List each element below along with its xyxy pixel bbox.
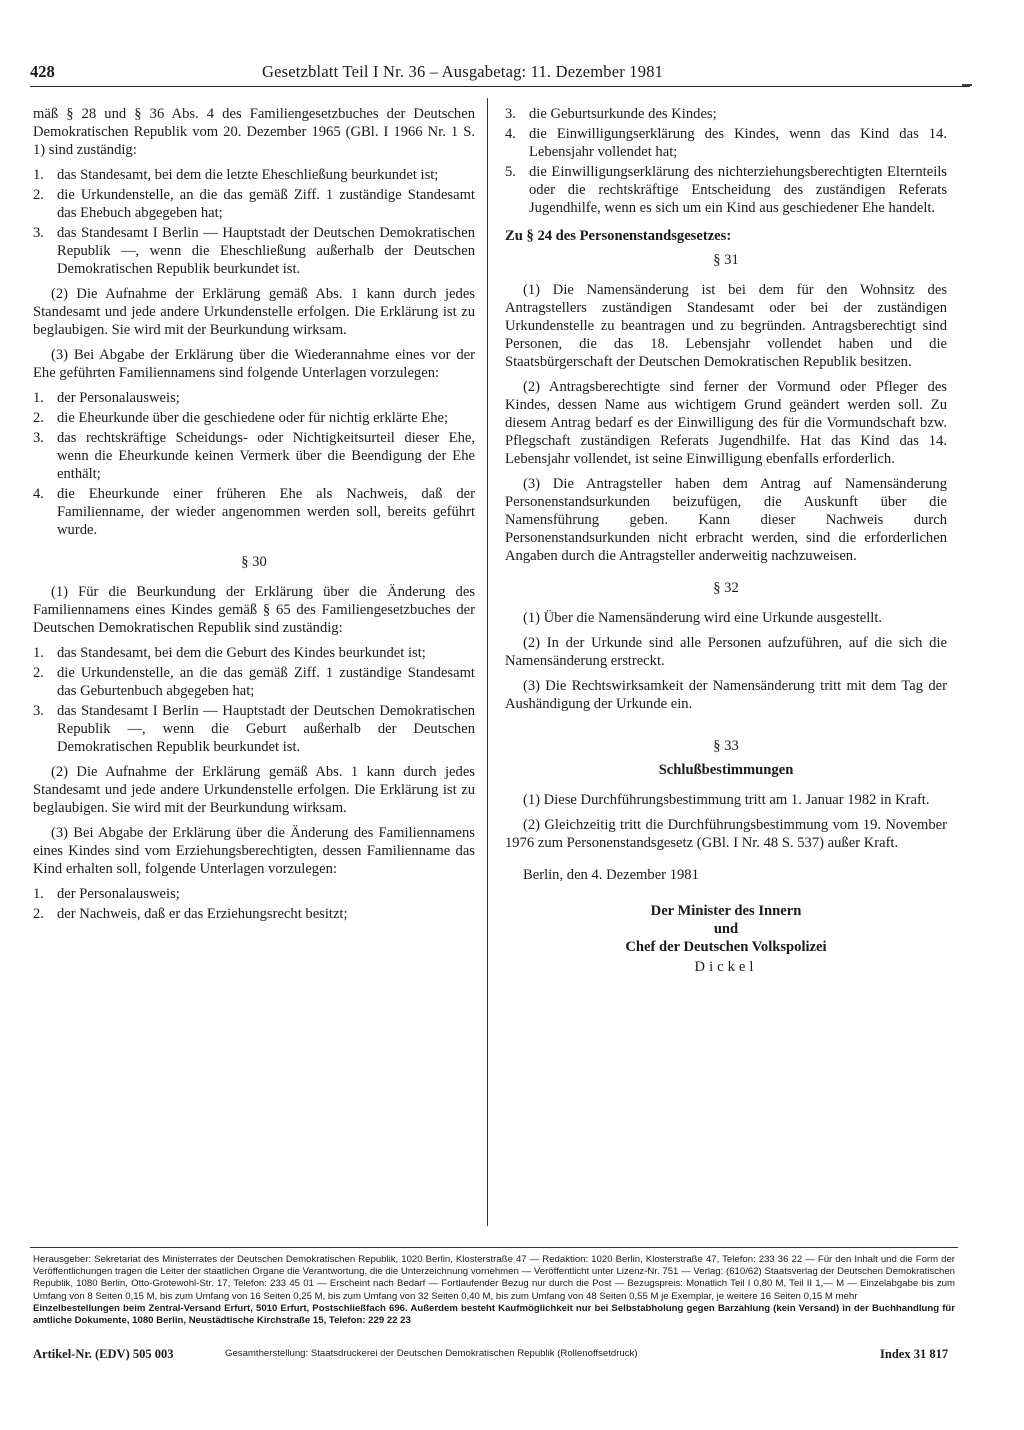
imprint-orders: Einzelbestellungen beim Zentral-Versand Erfurt, 5010 Erfurt, Postschließfach 696. Außerdem besteht Kaufmöglichkeit nur bei Selbstabholung gegen Barzahlung (kein Versand) in der Buchhandlung für amtliche Dokumente, 1080 Berlin, Neustädtische Kirchstraße 15, Telefon: 229 22 23 bbox=[33, 1302, 955, 1327]
right-column bbox=[505, 105, 947, 976]
signatory-title-line3: Chef der Deutschen Volkspolizei bbox=[625, 939, 827, 955]
list-item: 1. der Personalausweis; bbox=[33, 390, 180, 406]
section-title: Schlußbestimmungen bbox=[658, 762, 794, 778]
paragraph: (1) Die Namensänderung ist bei dem für den Wohnsitz des Antragstellers zuständigen Standesamt oder bei der zuständigen Urkundenstelle zu beantragen und zu begründen. Antragsberechtigt sind Personen, die das 18. Lebensjahr vollendet haben und die Staatsbürgerschaft der Deutschen Demokratischen Republik besitzen. bbox=[505, 282, 947, 370]
list-item: 1. das Standesamt, bei dem die letzte Eheschließung beurkundet ist; bbox=[33, 167, 439, 183]
paragraph-continuation: mäß § 28 und § 36 Abs. 4 des Familiengesetzbuches der Deutschen Demokratischen Republik vom 20. Dezember 1965 (GBl. I 1966 Nr. 1 S. 1) sind zuständig: bbox=[33, 106, 475, 158]
section-heading: § 33 bbox=[713, 738, 739, 754]
list-item: 5. die Einwilligungserklärung des nichterziehungsberechtigten Elternteils oder die rechtskräftige Entscheidung des zuständigen Referats Jugendhilfe, wenn es sich um ein Kind aus geschiedener Ehe handelt. bbox=[505, 164, 947, 216]
paragraph: (3) Bei Abgabe der Erklärung über die Wiederannahme eines vor der Ehe geführten Familiennamens sind folgende Unterlagen vorzulegen: bbox=[33, 347, 475, 381]
article-number: Artikel-Nr. (EDV) 505 003 bbox=[33, 1347, 174, 1361]
list-item: 3. die Geburtsurkunde des Kindes; bbox=[505, 106, 717, 122]
list-competent-offices-child bbox=[33, 644, 475, 756]
page-number: 428 bbox=[30, 62, 55, 81]
section-heading: § 32 bbox=[713, 580, 739, 596]
paragraph: (3) Die Rechtswirksamkeit der Namensänderung tritt mit dem Tag der Aushändigung der Urkunde ein. bbox=[505, 678, 947, 712]
page-header bbox=[30, 62, 960, 86]
header-title: Gesetzblatt Teil I Nr. 36 – Ausgabetag: 11. Dezember 1981 bbox=[262, 62, 664, 81]
left-column bbox=[33, 105, 475, 930]
chapter-heading: Zu § 24 des Personenstandsgesetzes: bbox=[505, 228, 732, 244]
list-item: 2. die Urkundenstelle, an die das gemäß Ziff. 1 zuständige Standesamt das Ehebuch abgegeben hat; bbox=[33, 187, 475, 221]
list-documents-child bbox=[33, 885, 475, 923]
margin-mark bbox=[962, 84, 972, 86]
column-divider bbox=[487, 98, 488, 1226]
list-documents-name-resumption bbox=[33, 389, 475, 539]
paragraph: (1) Diese Durchführungsbestimmung tritt am 1. Januar 1982 in Kraft. bbox=[523, 792, 930, 808]
signatory-title-line2: und bbox=[713, 921, 739, 937]
list-item: 1. das Standesamt, bei dem die Geburt des Kindes beurkundet ist; bbox=[33, 645, 426, 661]
paragraph: (2) In der Urkunde sind alle Personen aufzuführen, auf die sich die Namensänderung erstreckt. bbox=[505, 635, 947, 669]
signatory-title-line1: Der Minister des Innern bbox=[650, 903, 802, 919]
section-heading: § 31 bbox=[713, 252, 739, 268]
paragraph: (1) Über die Namensänderung wird eine Urkunde ausgestellt. bbox=[523, 610, 883, 626]
paragraph: (1) Für die Beurkundung der Erklärung über die Änderung des Familiennamens eines Kindes gemäß § 65 des Familiengesetzbuches der Deutschen Demokratischen Republik sind zuständig: bbox=[33, 584, 475, 636]
paragraph: (3) Die Antragsteller haben dem Antrag auf Namensänderung Personenstandsurkunden beizufügen, die Auskunft über die Namensführung geben. Kann dieser Nachweis durch Personenstandsurkunden nicht erbracht werden, sind die erforderlichen Angaben durch die Antragsteller anderweitig nachzuweisen. bbox=[505, 476, 947, 564]
signatory-name: Dickel bbox=[694, 959, 758, 975]
list-item: 3. das Standesamt I Berlin — Hauptstadt der Deutschen Demokratischen Republik —, wenn die Eheschließung außerhalb der Deutschen Demokratischen Republik beurkundet ist. bbox=[33, 225, 475, 277]
printer-note: Gesamtherstellung: Staatsdruckerei der Deutschen Demokratischen Republik (Rollenoffsetdruck) bbox=[225, 1348, 638, 1359]
footer-rule bbox=[30, 1247, 958, 1248]
imprint bbox=[33, 1254, 955, 1327]
index-number: Index 31 817 bbox=[880, 1347, 949, 1361]
list-item: 4. die Eheurkunde einer früheren Ehe als Nachweis, daß der Familienname, der wieder angenommen werden soll, bereits geführt wurde. bbox=[33, 486, 475, 538]
paragraph: (2) Die Aufnahme der Erklärung gemäß Abs. 1 kann durch jedes Standesamt und jede andere Urkundenstelle erfolgen. Die Erklärung ist zu beglaubigen. Sie wird mit der Beurkundung wirksam. bbox=[33, 286, 475, 338]
section-heading: § 30 bbox=[241, 554, 267, 570]
list-item: 4. die Einwilligungserklärung des Kindes, wenn das Kind das 14. Lebensjahr vollendet hat; bbox=[505, 126, 947, 160]
list-competent-offices-marriage bbox=[33, 166, 475, 278]
paragraph: (2) Die Aufnahme der Erklärung gemäß Abs. 1 kann durch jedes Standesamt und jede andere Urkundenstelle erfolgen. Die Erklärung ist zu beglaubigen. Sie wird mit der Beurkundung wirksam. bbox=[33, 764, 475, 816]
place-and-date: Berlin, den 4. Dezember 1981 bbox=[523, 867, 699, 883]
paragraph: (3) Bei Abgabe der Erklärung über die Änderung des Familiennamens eines Kindes sind vom Erziehungsberechtigten, dessen Familienname das Kind erhalten soll, folgende Unterlagen vorzulegen: bbox=[33, 825, 475, 877]
list-item: 2. der Nachweis, daß er das Erziehungsrecht besitzt; bbox=[33, 906, 348, 922]
list-item: 1. der Personalausweis; bbox=[33, 886, 180, 902]
imprint-publisher: Herausgeber: Sekretariat des Ministerrates der Deutschen Demokratischen Republik, 1020 Berlin, Klosterstraße 47 — Redaktion: 1020 Berlin, Klosterstraße 47, Telefon: 233 36 22 — Für den Inhalt und die Form der Veröffentlichungen tragen die Leiter der staatlichen Organe die Verantwortung, die die Unterzeichnung vornehmen — Veröffentlicht unter Lizenz-Nr. 751 — Verlag: (610/62) Staatsverlag der Deutschen Demokratischen Republik, 1080 Berlin, Otto-Grotewohl-Str. 17, Telefon: 233 45 01 — Erscheint nach Bedarf — Fortlaufender Bezug nur durch die Post — Bezugspreis: Monatlich Teil I 0,80 M, Teil II 1,— M — Einzelabgabe bis zum Umfang von 8 Seiten 0,15 M, bis zum Umfang von 16 Seiten 0,25 M, bis zum Umfang von 32 Seiten 0,40 M, bis zum Umfang von 48 Seiten 0,55 M je Exemplar, je weitere 16 Seiten 0,15 M mehr bbox=[33, 1254, 955, 1302]
paragraph: (2) Antragsberechtigte sind ferner der Vormund oder Pfleger des Kindes, dessen Name aus wichtigem Grund geändert werden soll. Zu diesem Antrag bedarf es der Einwilligung des für die Vormundschaft bzw. Pflegschaft zuständigen Referats Jugendhilfe. Hat das Kind das 14. Lebensjahr vollendet, ist seine Einwilligung ebenfalls erforderlich. bbox=[505, 379, 947, 467]
header-rule bbox=[30, 86, 970, 87]
list-documents-child-cont bbox=[505, 105, 947, 217]
list-item: 3. das rechtskräftige Scheidungs- oder Nichtigkeitsurteil dieser Ehe, wenn die Eheurkunde keinen Vermerk über die Beendigung der Ehe enthält; bbox=[33, 430, 475, 482]
paragraph: (2) Gleichzeitig tritt die Durchführungsbestimmung vom 19. November 1976 zum Personenstandsgesetz (GBl. I Nr. 48 S. 537) außer Kraft. bbox=[505, 817, 947, 851]
list-item: 3. das Standesamt I Berlin — Hauptstadt der Deutschen Demokratischen Republik —, wenn die Geburt außerhalb der Deutschen Demokratischen Republik beurkundet ist. bbox=[33, 703, 475, 755]
list-item: 2. die Urkundenstelle, an die das gemäß Ziff. 1 zuständige Standesamt das Geburtenbuch abgegeben hat; bbox=[33, 665, 475, 699]
list-item: 2. die Eheurkunde über die geschiedene oder für nichtig erklärte Ehe; bbox=[33, 410, 449, 426]
